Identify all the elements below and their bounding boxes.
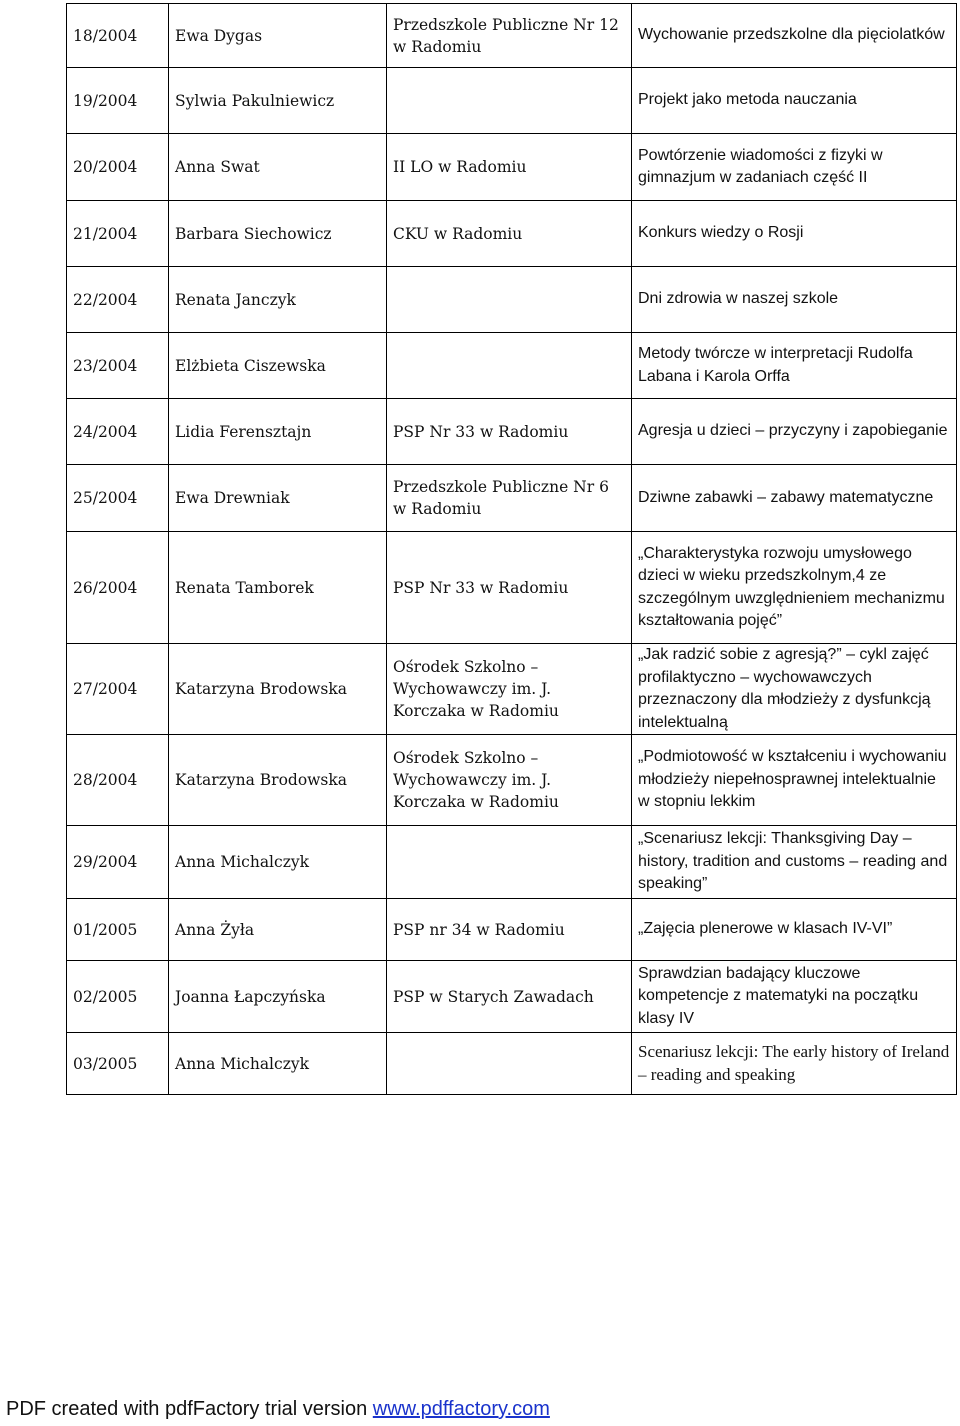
author-name: Renata Janczyk <box>169 267 387 333</box>
footer-text: PDF created with pdfFactory trial version <box>6 1398 373 1420</box>
entry-number: 26/2004 <box>67 532 169 644</box>
institution: Ośrodek Szkolno – Wychowawczy im. J. Korczaka w Radomiu <box>387 644 632 735</box>
entry-title: Agresja u dzieci – przyczyny i zapobieganie <box>632 399 957 465</box>
author-name: Katarzyna Brodowska <box>169 644 387 735</box>
entry-number: 20/2004 <box>67 134 169 201</box>
author-name: Ewa Drewniak <box>169 465 387 532</box>
entry-title: „Jak radzić sobie z agresją?” – cykl zajęć profilaktyczno – wychowawczych przeznaczony dla młodzieży z dysfunkcją intelektualną <box>632 644 957 735</box>
entry-number: 22/2004 <box>67 267 169 333</box>
author-name: Elżbieta Ciszewska <box>169 333 387 399</box>
institution: CKU w Radomiu <box>387 201 632 267</box>
entry-title: „Scenariusz lekcji: Thanksgiving Day – history, tradition and customs – reading and speaking” <box>632 826 957 899</box>
table-row <box>67 267 957 333</box>
pdffactory-link[interactable]: www.pdffactory.com <box>372 1398 550 1420</box>
entry-title: Dni zdrowia w naszej szkole <box>632 267 957 333</box>
entry-number: 29/2004 <box>67 826 169 899</box>
author-name: Joanna Łapczyńska <box>169 961 387 1033</box>
author-name: Sylwia Pakulniewicz <box>169 68 387 134</box>
institution <box>387 826 632 899</box>
entry-number: 24/2004 <box>67 399 169 465</box>
registry-table <box>66 3 957 1095</box>
table-row <box>67 4 957 68</box>
institution: Przedszkole Publiczne Nr 6 w Radomiu <box>387 465 632 532</box>
institution: Ośrodek Szkolno – Wychowawczy im. J. Korczaka w Radomiu <box>387 735 632 826</box>
entry-title: Projekt jako metoda nauczania <box>632 68 957 134</box>
entry-title: Sprawdzian badający kluczowe kompetencje z matematyki na początku klasy IV <box>632 961 957 1033</box>
entry-number: 03/2005 <box>67 1033 169 1095</box>
table-row <box>67 399 957 465</box>
author-name: Barbara Siechowicz <box>169 201 387 267</box>
table-row <box>67 1033 957 1095</box>
entry-number: 25/2004 <box>67 465 169 532</box>
institution <box>387 1033 632 1095</box>
institution <box>387 267 632 333</box>
entry-title: „Podmiotowość w kształceniu i wychowaniu młodzieży niepełnosprawnej intelektualnie w stopniu lekkim <box>632 735 957 826</box>
table-row <box>67 644 957 735</box>
table-row <box>67 465 957 532</box>
entry-number: 23/2004 <box>67 333 169 399</box>
entry-number: 21/2004 <box>67 201 169 267</box>
institution <box>387 68 632 134</box>
author-name: Katarzyna Brodowska <box>169 735 387 826</box>
institution: PSP w Starych Zawadach <box>387 961 632 1033</box>
entry-number: 02/2005 <box>67 961 169 1033</box>
table-row <box>67 735 957 826</box>
institution: PSP Nr 33 w Radomiu <box>387 532 632 644</box>
pdf-trial-footer <box>6 1398 550 1421</box>
table-row <box>67 961 957 1033</box>
entry-title: Wychowanie przedszkolne dla pięciolatków <box>632 4 957 68</box>
author-name: Anna Żyła <box>169 899 387 961</box>
table-row <box>67 134 957 201</box>
author-name: Anna Swat <box>169 134 387 201</box>
institution <box>387 333 632 399</box>
table-row <box>67 532 957 644</box>
entry-title: Powtórzenie wiadomości z fizyki w gimnazjum w zadaniach część II <box>632 134 957 201</box>
table-row <box>67 201 957 267</box>
entry-title: Dziwne zabawki – zabawy matematyczne <box>632 465 957 532</box>
institution: PSP nr 34 w Radomiu <box>387 899 632 961</box>
entry-number: 18/2004 <box>67 4 169 68</box>
institution: II LO w Radomiu <box>387 134 632 201</box>
table-row <box>67 68 957 134</box>
entry-title: „Charakterystyka rozwoju umysłowego dzieci w wieku przedszkolnym,4 ze szczególnym uwzględnieniem mechanizmu kształtowania pojęć” <box>632 532 957 644</box>
table-row <box>67 826 957 899</box>
author-name: Anna Michalczyk <box>169 826 387 899</box>
author-name: Renata Tamborek <box>169 532 387 644</box>
entry-title: Metody twórcze w interpretacji Rudolfa Labana i Karola Orffa <box>632 333 957 399</box>
entry-number: 27/2004 <box>67 644 169 735</box>
institution: Przedszkole Publiczne Nr 12 w Radomiu <box>387 4 632 68</box>
author-name: Lidia Ferensztajn <box>169 399 387 465</box>
author-name: Anna Michalczyk <box>169 1033 387 1095</box>
table-row <box>67 899 957 961</box>
entry-title: „Zajęcia plenerowe w klasach IV-VI” <box>632 899 957 961</box>
entry-number: 19/2004 <box>67 68 169 134</box>
author-name: Ewa Dygas <box>169 4 387 68</box>
entry-number: 28/2004 <box>67 735 169 826</box>
entry-title: Konkurs wiedzy o Rosji <box>632 201 957 267</box>
institution: PSP Nr 33 w Radomiu <box>387 399 632 465</box>
entry-number: 01/2005 <box>67 899 169 961</box>
entry-title: Scenariusz lekcji: The early history of Ireland – reading and speaking <box>632 1033 957 1095</box>
table-row <box>67 333 957 399</box>
